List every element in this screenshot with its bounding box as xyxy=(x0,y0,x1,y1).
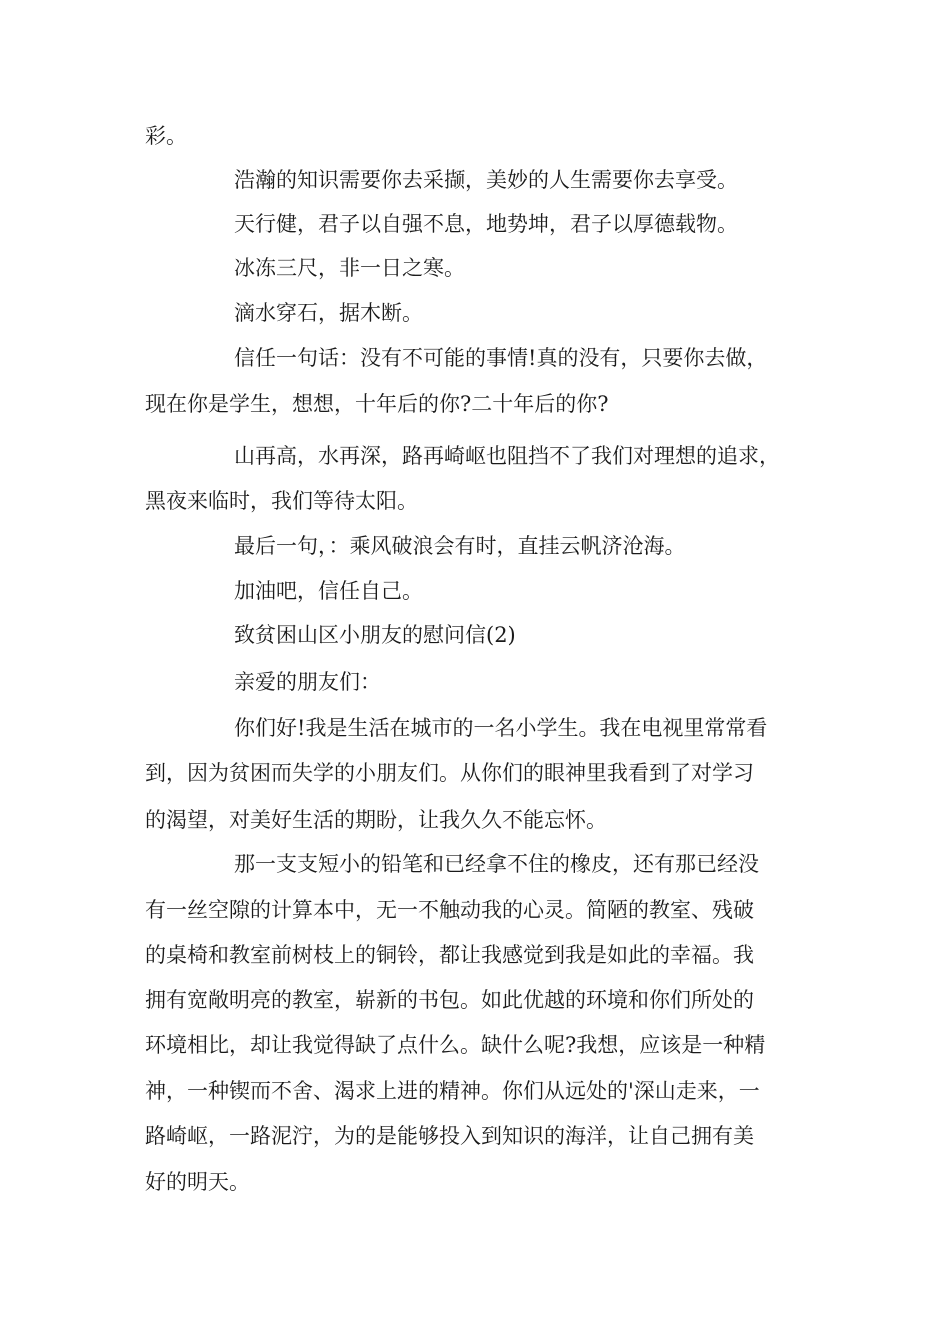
text-line: 最后一句，：乘风破浪会有时，直挂云帆济沧海。 xyxy=(234,534,686,558)
text-line: 的桌椅和教室前树枝上的铜铃，都让我感觉到我是如此的幸福。我 xyxy=(145,943,754,967)
text-line: 路崎岖，一路泥泞，为的是能够投入到知识的海洋，让自己拥有美 xyxy=(145,1124,754,1148)
text-line: 浩瀚的知识需要你去采撷，美妙的人生需要你去享受。 xyxy=(234,168,738,192)
text-line: 山再高，水再深，路再崎岖也阻挡不了我们对理想的追求， xyxy=(234,444,780,468)
text-line: 那一支支短小的铅笔和已经拿不住的橡皮，还有那已经没 xyxy=(234,852,759,876)
text-line: 好的明天。 xyxy=(145,1170,250,1194)
text-line: 现在你是学生，想想，十年后的你?二十年后的你? xyxy=(145,392,609,416)
text-line: 的渴望，对美好生活的期盼，让我久久不能忘怀。 xyxy=(145,808,607,832)
section-title: 致贫困山区小朋友的慰问信(2) xyxy=(234,623,516,647)
text-line: 黑夜来临时，我们等待太阳。 xyxy=(145,489,418,513)
text-line: 滴水穿石，据木断。 xyxy=(234,301,423,325)
text-line: 加油吧，信任自己。 xyxy=(234,579,423,603)
text-line: 信任一句话：没有不可能的事情!真的没有，只要你去做， xyxy=(234,346,768,370)
text-line: 神，一种锲而不舍、渴求上进的精神。你们从远处的'深山走来，一 xyxy=(145,1079,760,1103)
text-line: 拥有宽敞明亮的教室，崭新的书包。如此优越的环境和你们所处的 xyxy=(145,988,754,1012)
text-line: 有一丝空隙的计算本中，无一不触动我的心灵。简陋的教室、残破 xyxy=(145,898,754,922)
text-line: 你们好!我是生活在城市的一名小学生。我在电视里常常看 xyxy=(234,716,768,740)
text-line: 到，因为贫困而失学的小朋友们。从你们的眼神里我看到了对学习 xyxy=(145,761,754,785)
text-line: 环境相比，却让我觉得缺了点什么。缺什么呢?我想，应该是一种精 xyxy=(145,1033,766,1057)
text-line: 彩。 xyxy=(145,124,187,148)
text-line: 冰冻三尺，非一日之寒。 xyxy=(234,256,465,280)
salutation: 亲爱的朋友们： xyxy=(234,670,381,694)
text-line: 天行健，君子以自强不息，地势坤，君子以厚德载物。 xyxy=(234,212,738,236)
